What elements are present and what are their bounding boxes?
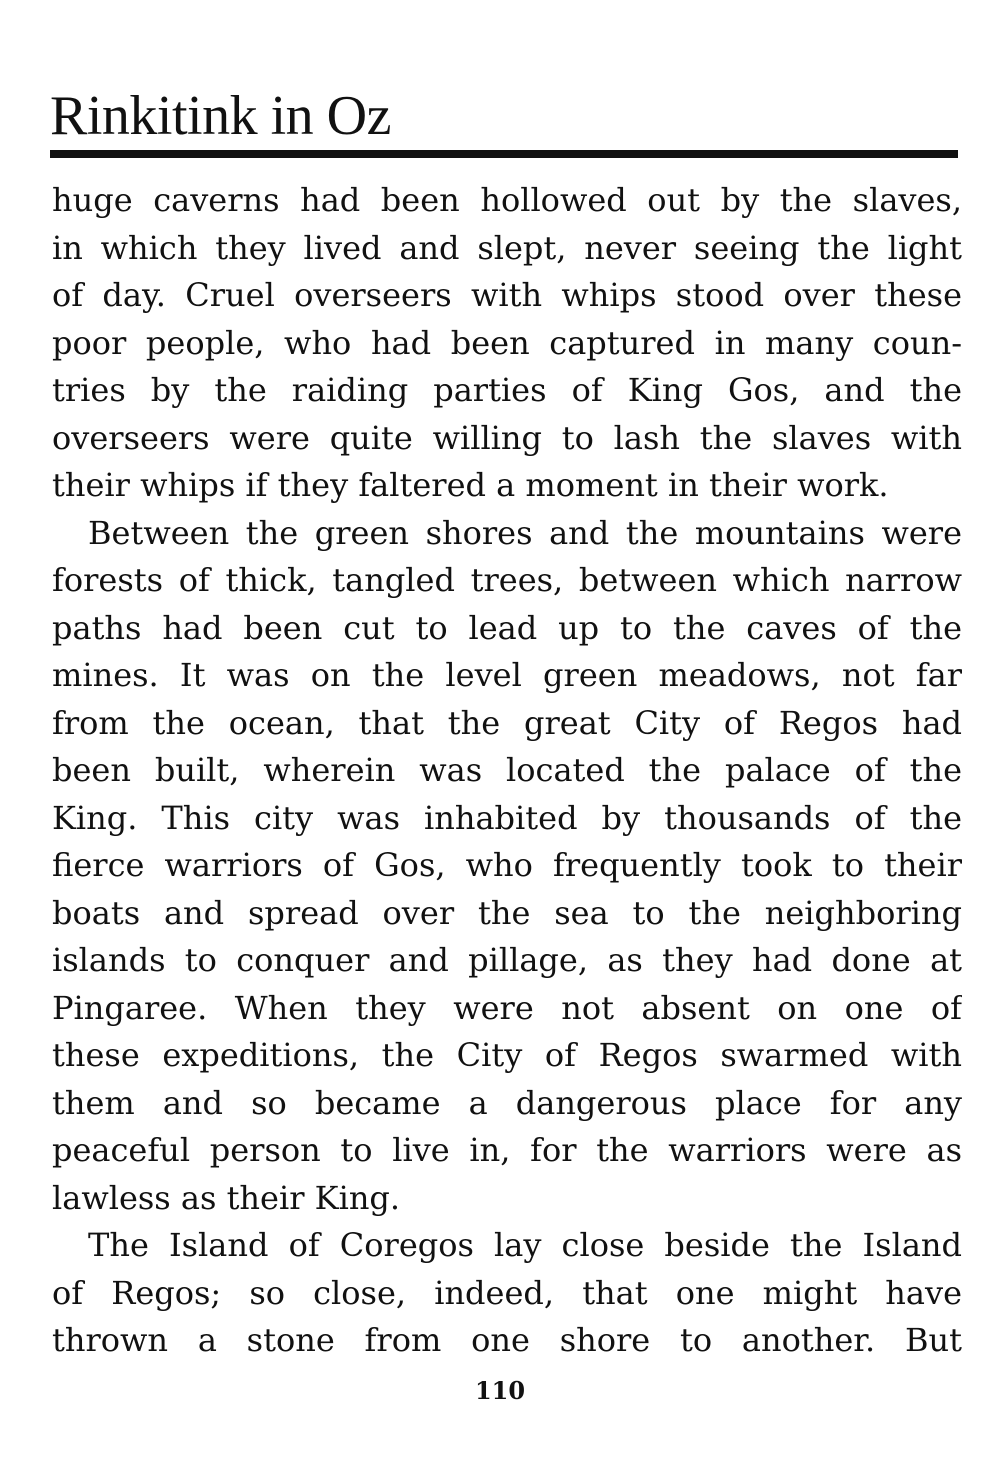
header-rule	[50, 150, 958, 158]
text-line: paths had been cut to lead up to the caves of the	[52, 608, 962, 647]
running-head: Rinkitink in Oz	[50, 85, 391, 147]
body-text	[52, 177, 962, 1365]
text-line: mines. It was on the level green meadows, not far	[52, 656, 962, 694]
text-line: them and so became a dangerous place for any	[52, 1083, 962, 1122]
text-line: of day. Cruel overseers with whips stood over these	[52, 276, 962, 314]
text-line: King. This city was inhabited by thousands of the	[52, 798, 962, 837]
text-line: of Regos; so close, indeed, that one might have	[52, 1273, 962, 1312]
text-line: Between the green shores and the mountains were	[88, 513, 962, 552]
text-line: Pingaree. When they were not absent on one of	[52, 988, 962, 1027]
text-line: been built, wherein was located the palace of the	[52, 751, 962, 789]
page-number: 110	[474, 1376, 526, 1405]
text-line: tries by the raiding parties of King Gos, and the	[52, 371, 962, 409]
text-line: The Island of Coregos lay close beside the Island	[88, 1226, 962, 1264]
text-line: lawless as their King.	[52, 1178, 401, 1217]
text-line: islands to conquer and pillage, as they had done at	[52, 941, 962, 979]
text-line: from the ocean, that the great City of Regos had	[52, 703, 962, 742]
text-line: fierce warriors of Gos, who frequently took to their	[52, 846, 962, 884]
text-line: huge caverns had been hollowed out by the slaves,	[52, 181, 962, 219]
text-line: in which they lived and slept, never seeing the light	[52, 228, 962, 267]
text-line: peaceful person to live in, for the warriors were as	[52, 1131, 962, 1169]
text-line: thrown a stone from one shore to another. But	[52, 1321, 962, 1359]
text-line: poor people, who had been captured in many coun-	[52, 323, 962, 362]
text-line: forests of thick, tangled trees, between which narrow	[52, 561, 962, 599]
text-line: their whips if they faltered a moment in their work.	[52, 466, 889, 504]
text-line: boats and spread over the sea to the neighboring	[52, 893, 962, 932]
text-line: these expeditions, the City of Regos swarmed with	[52, 1036, 962, 1074]
text-line: overseers were quite willing to lash the slaves with	[52, 418, 962, 457]
